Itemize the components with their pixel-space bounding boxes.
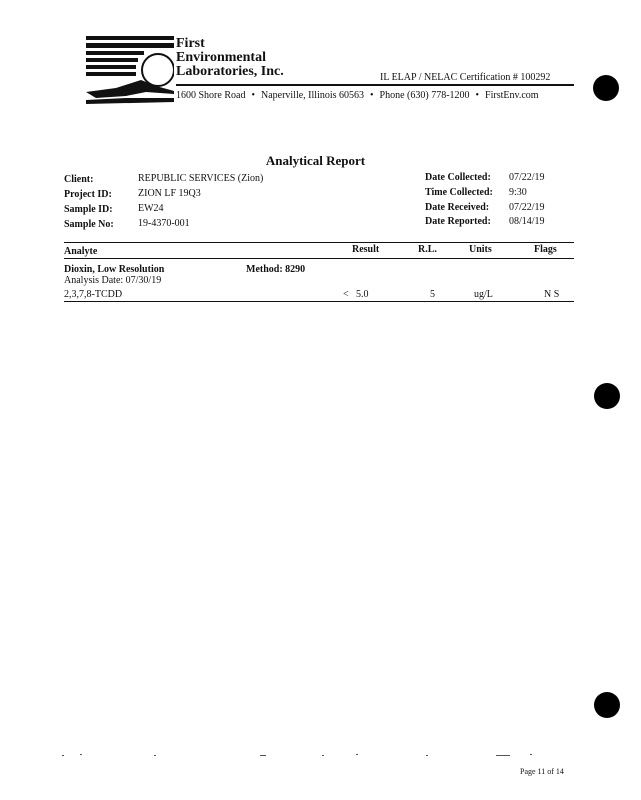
punch-hole (594, 383, 620, 409)
sample-id-label: Sample ID: (64, 204, 113, 215)
table-row-flags: N S (544, 289, 560, 300)
company-name-line2: Environmental (176, 50, 266, 65)
client-value: REPUBLIC SERVICES (Zion) (138, 173, 264, 184)
sample-no-label: Sample No: (64, 219, 114, 230)
column-header-units: Units (469, 244, 492, 255)
table-bottom-rule (64, 301, 574, 302)
company-name (176, 37, 284, 79)
sample-id-value: EW24 (138, 203, 164, 214)
punch-hole (593, 75, 619, 101)
column-header-result: Result (352, 244, 380, 255)
analysis-date: Analysis Date: 07/30/19 (64, 275, 162, 286)
website: FirstEnv.com (485, 90, 539, 101)
column-header-rl: R.L. (418, 244, 437, 255)
page-number: Page 11 of 14 (520, 767, 564, 776)
table-row-qualifier: < (343, 289, 349, 300)
header-rule (176, 84, 574, 86)
table-row-rl: 5 (430, 289, 435, 300)
date-reported-value: 08/14/19 (509, 216, 545, 227)
time-collected-label: Time Collected: (425, 187, 493, 198)
date-received-value: 07/22/19 (509, 202, 545, 213)
project-id-label: Project ID: (64, 189, 112, 200)
date-collected-label: Date Collected: (425, 172, 491, 183)
table-row-units: ug/L (474, 289, 493, 300)
table-row-result: 5.0 (356, 289, 369, 300)
city-address: Naperville, Illinois 60563 (260, 90, 365, 101)
project-id-value: ZION LF 19Q3 (138, 188, 201, 199)
table-top-rule (64, 242, 574, 243)
column-header-analyte: Analyte (64, 246, 98, 257)
analyte-group-name: Dioxin, Low Resolution (64, 264, 165, 275)
company-name-line3: Laboratories, Inc. (176, 64, 284, 79)
address-line: 1600 Shore Road • Naperville, Illinois 60563 • Phone (630) 778-1200 • FirstEnv.com (176, 90, 539, 101)
date-received-label: Date Received: (425, 202, 490, 213)
date-collected-value: 07/22/19 (509, 172, 545, 183)
certification-number: IL ELAP / NELAC Certification # 100292 (380, 72, 551, 83)
sample-no-value: 19-4370-001 (138, 218, 190, 229)
analyte-group-method: Method: 8290 (246, 264, 306, 275)
report-title: Analytical Report (265, 153, 366, 168)
date-reported-label: Date Reported: (425, 216, 491, 227)
table-header-rule (64, 258, 574, 259)
scan-specks (60, 752, 560, 758)
street-address: 1600 Shore Road (176, 90, 246, 101)
time-collected-value: 9:30 (509, 187, 527, 198)
table-row-analyte: 2,3,7,8-TCDD (64, 289, 123, 300)
client-label: Client: (64, 174, 94, 185)
company-name-line1: First (176, 36, 205, 51)
punch-hole (594, 692, 620, 718)
company-logo (86, 36, 174, 106)
column-header-flags: Flags (534, 244, 557, 255)
phone-number: Phone (630) 778-1200 (379, 90, 470, 101)
